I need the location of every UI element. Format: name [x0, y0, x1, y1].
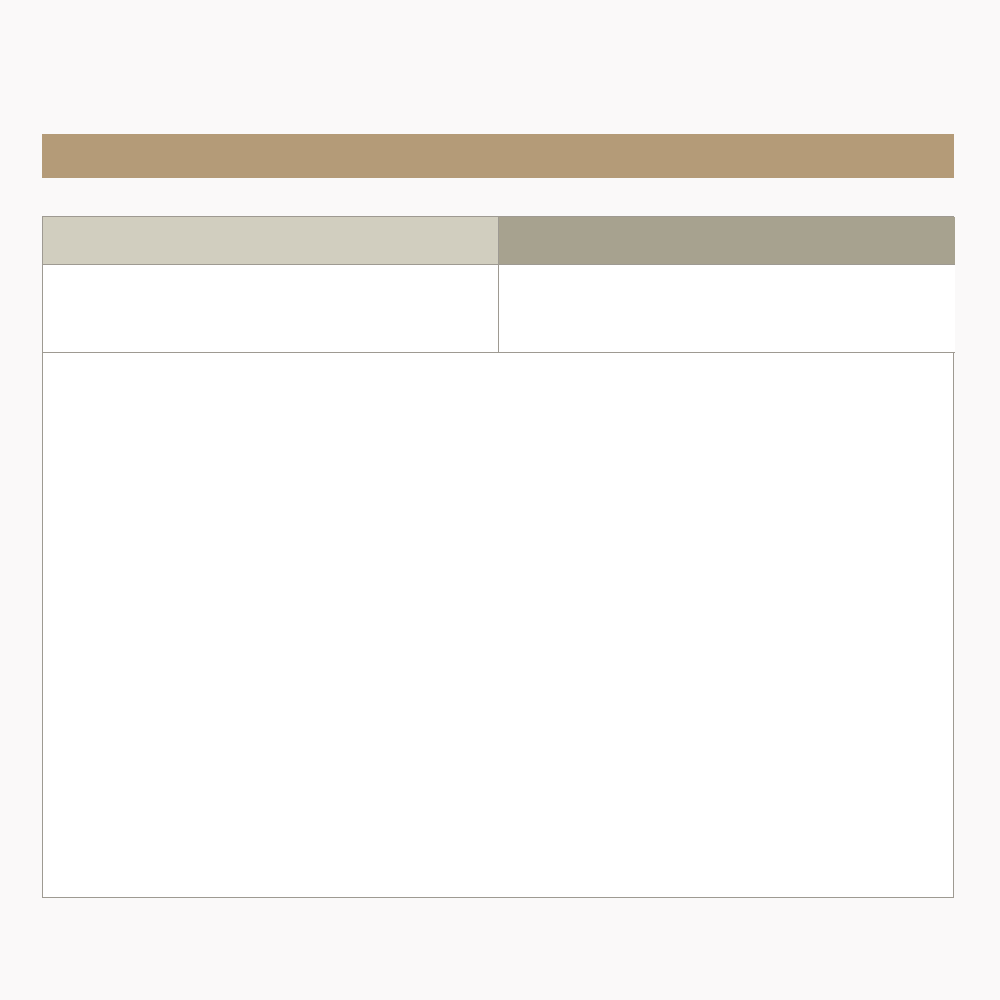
- size-value-zh: [43, 265, 499, 353]
- english-section-label: [498, 184, 954, 214]
- size-header-zh: [43, 217, 499, 265]
- chinese-section-label: [42, 184, 498, 214]
- size-value-en: [499, 265, 955, 353]
- size-chart-table: [42, 216, 954, 898]
- size-header-en: [499, 217, 955, 265]
- page-title: [42, 134, 954, 178]
- title-bar: [42, 134, 954, 178]
